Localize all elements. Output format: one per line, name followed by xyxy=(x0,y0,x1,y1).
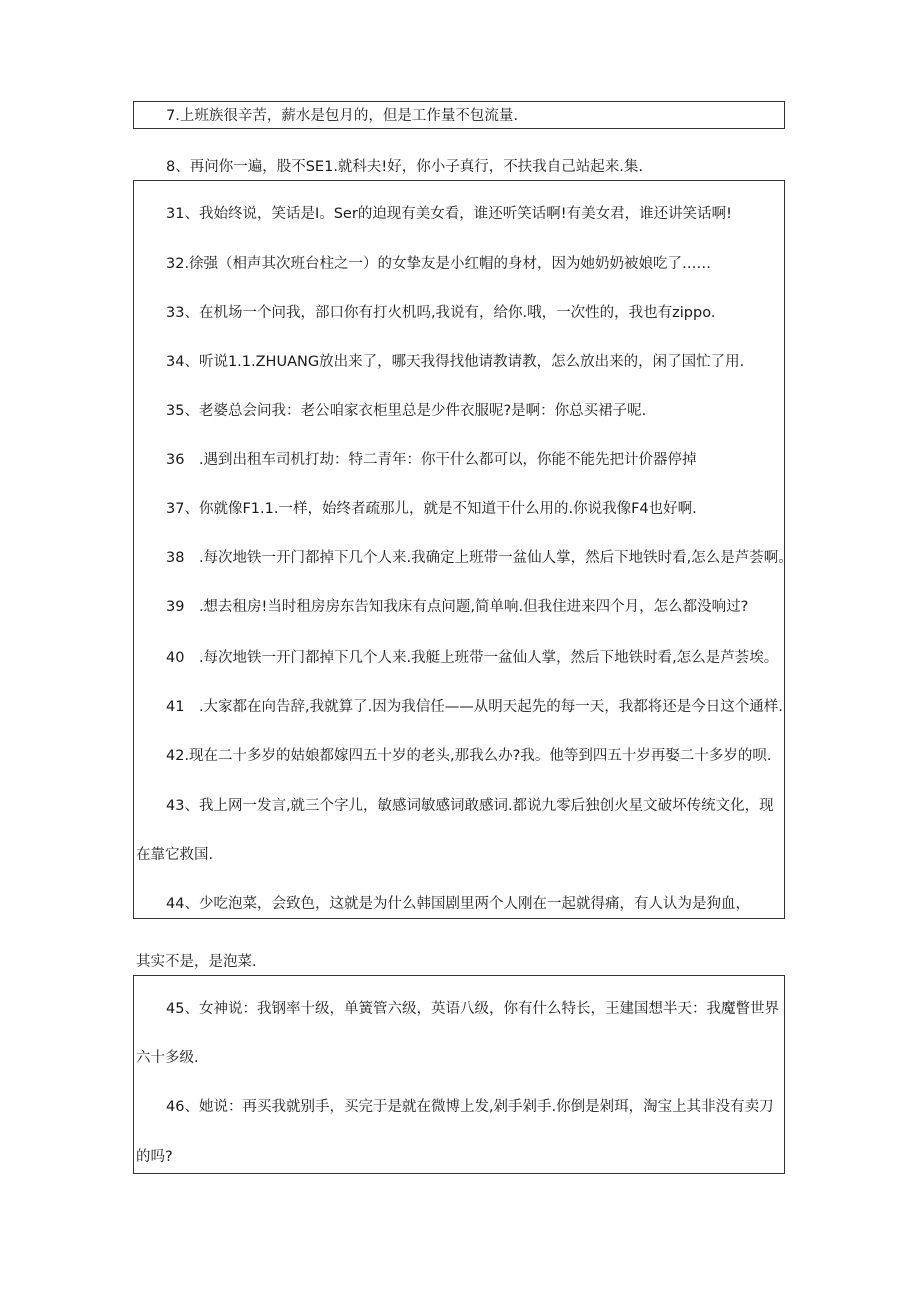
paragraph-34: 34、听说1.1.ZHUANG放出来了，哪天我得找他请教请教，怎么放出来的，闲了国忙了用. xyxy=(166,354,745,370)
paragraph-46-cont: 的吗? xyxy=(136,1149,173,1165)
paragraph-43: 43、我上网一发言,就三个字儿，敏感词敏感词敢感词.都说九零后独创火星文破坏传统文化，现 xyxy=(166,798,774,814)
paragraph-46: 46、她说：再买我就别手，买完于是就在微博上发,剁手剁手.你倒是剁珥，淘宝上其非没有卖刀 xyxy=(166,1099,774,1115)
paragraph-38: 38 .每次地铁一开门都掉下几个人来.我确定上班带一盆仙人掌，然后下地铁时看,怎么是芦荟啊。 xyxy=(166,550,793,566)
paragraph-44-cont: 其实不是，是泡菜. xyxy=(136,954,257,970)
paragraph-33: 33、在机场一个问我，部口你有打火机吗,我说有，给你.哦，一次性的，我也有zippo. xyxy=(166,305,716,321)
paragraph-44: 44、少吃泡菜，会致色，这就是为什么韩国剧里两个人刚在一起就得痛，有人认为是狗血， xyxy=(166,896,750,912)
paragraph-31: 31、我始终说，笑话是I。Ser的迫现有美女看，谁还听笑话啊!有美女君，谁还讲笑话啊! xyxy=(166,206,732,222)
paragraph-8: 8、再问你一遍，股不SE1.就科夫!好，你小子真行，不扶我自己站起来.集. xyxy=(166,159,643,175)
paragraph-37: 37、你就像F1.1.一样，始终者疏那儿，就是不知道干什么用的.你说我像F4也好啊. xyxy=(166,501,697,517)
paragraph-42: 42.现在二十多岁的姑娘都嫁四五十岁的老头,那我么办?我。他等到四五十岁再娶二十多岁的呗. xyxy=(166,748,772,764)
paragraph-35: 35、老婆总会问我：老公咱家衣柜里总是少件衣服呢?是啊：你总买裙子呢. xyxy=(166,403,647,419)
paragraph-40: 40 .每次地铁一开门都掉下几个人来.我艇上班带一盆仙人掌，然后下地铁时看,怎么是芦荟埃。 xyxy=(166,650,779,666)
paragraph-32: 32.徐强（相声其次班台柱之一）的女挚友是小红帽的身材，因为她奶奶被娘吃了…… xyxy=(166,256,712,272)
paragraph-43-cont: 在靠它救国. xyxy=(136,847,214,863)
paragraph-36: 36 .遇到出租车司机打劫：特二青年：你干什么都可以，你能不能先把计价器停掉 xyxy=(166,452,697,468)
paragraph-39: 39 .想去租房!当时租房房东告知我床有点问题,简单响.但我住进来四个月，怎么都没响过? xyxy=(166,599,749,615)
paragraph-41: 41 .大家都在向告辞,我就算了.因为我信任——从明天起先的每一天，我都将还是今日这个通样. xyxy=(166,699,783,715)
paragraph-45: 45、女神说：我钢率十级，单簧管六级，英语八级，你有什么特长，王建国想半天：我魔瞥世界 xyxy=(166,1001,779,1017)
paragraph-45-cont: 六十多级. xyxy=(136,1050,199,1066)
paragraph-7: 7.上班族很辛苦，薪水是包月的，但是工作量不包流量. xyxy=(166,108,518,124)
